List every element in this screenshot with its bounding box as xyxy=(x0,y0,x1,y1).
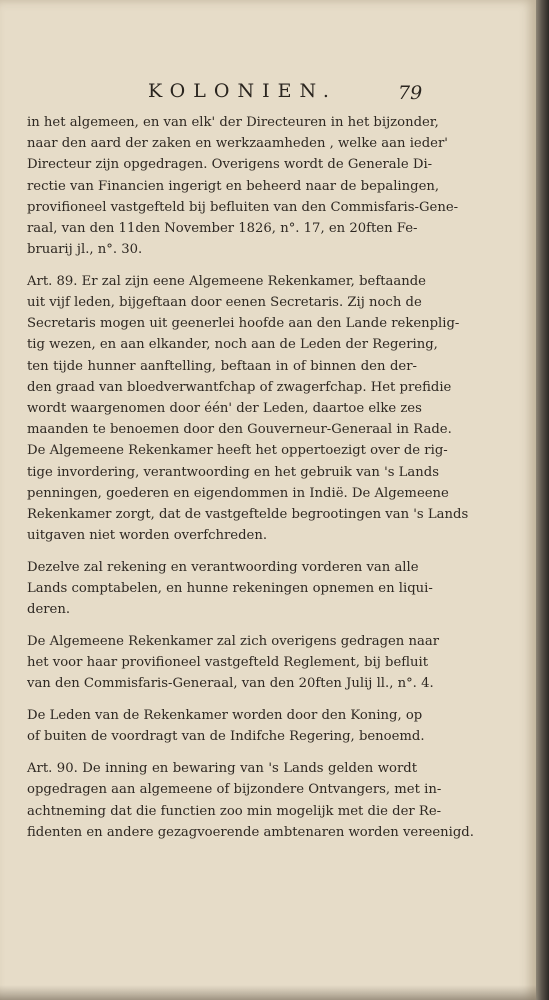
text-line: tig wezen, en aan elkander, noch aan de Leden der Regering, xyxy=(27,337,438,353)
paragraph xyxy=(27,631,440,695)
paragraph xyxy=(27,557,433,621)
text-line: bruarij jl., n°. 30. xyxy=(27,242,143,258)
text-line: uit vijf leden, bijgeftaan door eenen Secretaris. Zij noch de xyxy=(27,295,422,311)
text-line: fidenten en andere gezagvoerende ambtenaren worden vereenigd. xyxy=(27,824,474,840)
text-line: De Algemeene Rekenkamer heeft het oppertoezigt over de rig- xyxy=(27,443,448,459)
text-line: tige invordering, verantwoording en het gebruik van 's Lands xyxy=(27,464,439,480)
text-line: den graad van bloedverwantfchap of zwagerfchap. Het prefidie xyxy=(27,379,452,395)
page-bottom-shadow xyxy=(0,985,536,1000)
text-line: opgedragen aan algemeene of bijzondere Ontvangers, met in- xyxy=(27,782,442,798)
page-number: 79 xyxy=(398,82,423,104)
text-line: deren. xyxy=(27,602,71,618)
text-line: Art. 89. Er zal zijn eene Algemeene Rekenkamer, beftaande xyxy=(27,273,426,289)
text-line: het voor haar provifioneel vastgefteld Reglement, bij befluit xyxy=(27,655,429,671)
text-line: Directeur zijn opgedragen. Overigens wordt de Generale Di- xyxy=(27,157,433,173)
text-line: naar den aard der zaken en werkzaamheden , welke aan ieder' xyxy=(27,136,448,152)
paragraph xyxy=(27,112,459,260)
text-line: rectie van Financien ingerigt en beheerd naar de bepalingen, xyxy=(27,178,440,194)
running-head xyxy=(0,80,536,110)
text-line: penningen, goederen en eigendommen in Indië. De Algemeene xyxy=(27,485,449,501)
text-line: in het algemeen, en van elk' der Directeuren in het bijzonder, xyxy=(27,115,439,130)
text-line: Lands comptabelen, en hunne rekeningen opnemen en liqui- xyxy=(27,581,433,597)
page-edge-shadow xyxy=(536,0,549,1000)
text-line: uitgaven niet worden overfchreden. xyxy=(27,528,268,544)
text-line: van den Commisfaris-Generaal, van den 20ften Julij ll., n°. 4. xyxy=(27,676,434,692)
text-line: wordt waargenomen door één' der Leden, daartoe elke zes xyxy=(27,401,422,417)
text-line: of buiten de voordragt van de Indifche Regering, benoemd. xyxy=(27,729,425,745)
text-line: De Leden van de Rekenkamer worden door den Koning, op xyxy=(27,708,423,724)
text-line: ten tijde hunner aanftelling, beftaan in of binnen den der- xyxy=(27,358,417,374)
text-line: achtneming dat die functien zoo min mogelijk met die der Re- xyxy=(27,803,442,819)
text-line: De Algemeene Rekenkamer zal zich overigens gedragen naar xyxy=(27,634,440,650)
paragraph xyxy=(27,271,469,546)
text-line: Dezelve zal rekening en verantwoording vorderen van alle xyxy=(27,559,419,575)
text-line: provifioneel vastgefteld bij befluiten van den Commisfaris-Gene- xyxy=(27,199,459,215)
paragraph xyxy=(27,705,425,747)
text-line: maanden te benoemen door den Gouverneur-Generaal in Rade. xyxy=(27,422,452,438)
text-line: Art. 90. De inning en bewaring van 's Lands gelden wordt xyxy=(27,761,417,777)
paragraph xyxy=(27,758,474,843)
text-line: raal, van den 11den November 1826, n°. 17, en 20ften Fe- xyxy=(27,220,418,236)
running-title: KOLONIEN. xyxy=(148,80,337,102)
body-text xyxy=(27,112,474,854)
text-line: Secretaris mogen uit geenerlei hoofde aan den Lande rekenplig- xyxy=(27,316,460,332)
text-line: Rekenkamer zorgt, dat de vastgeftelde begrootingen van 's Lands xyxy=(27,506,469,522)
